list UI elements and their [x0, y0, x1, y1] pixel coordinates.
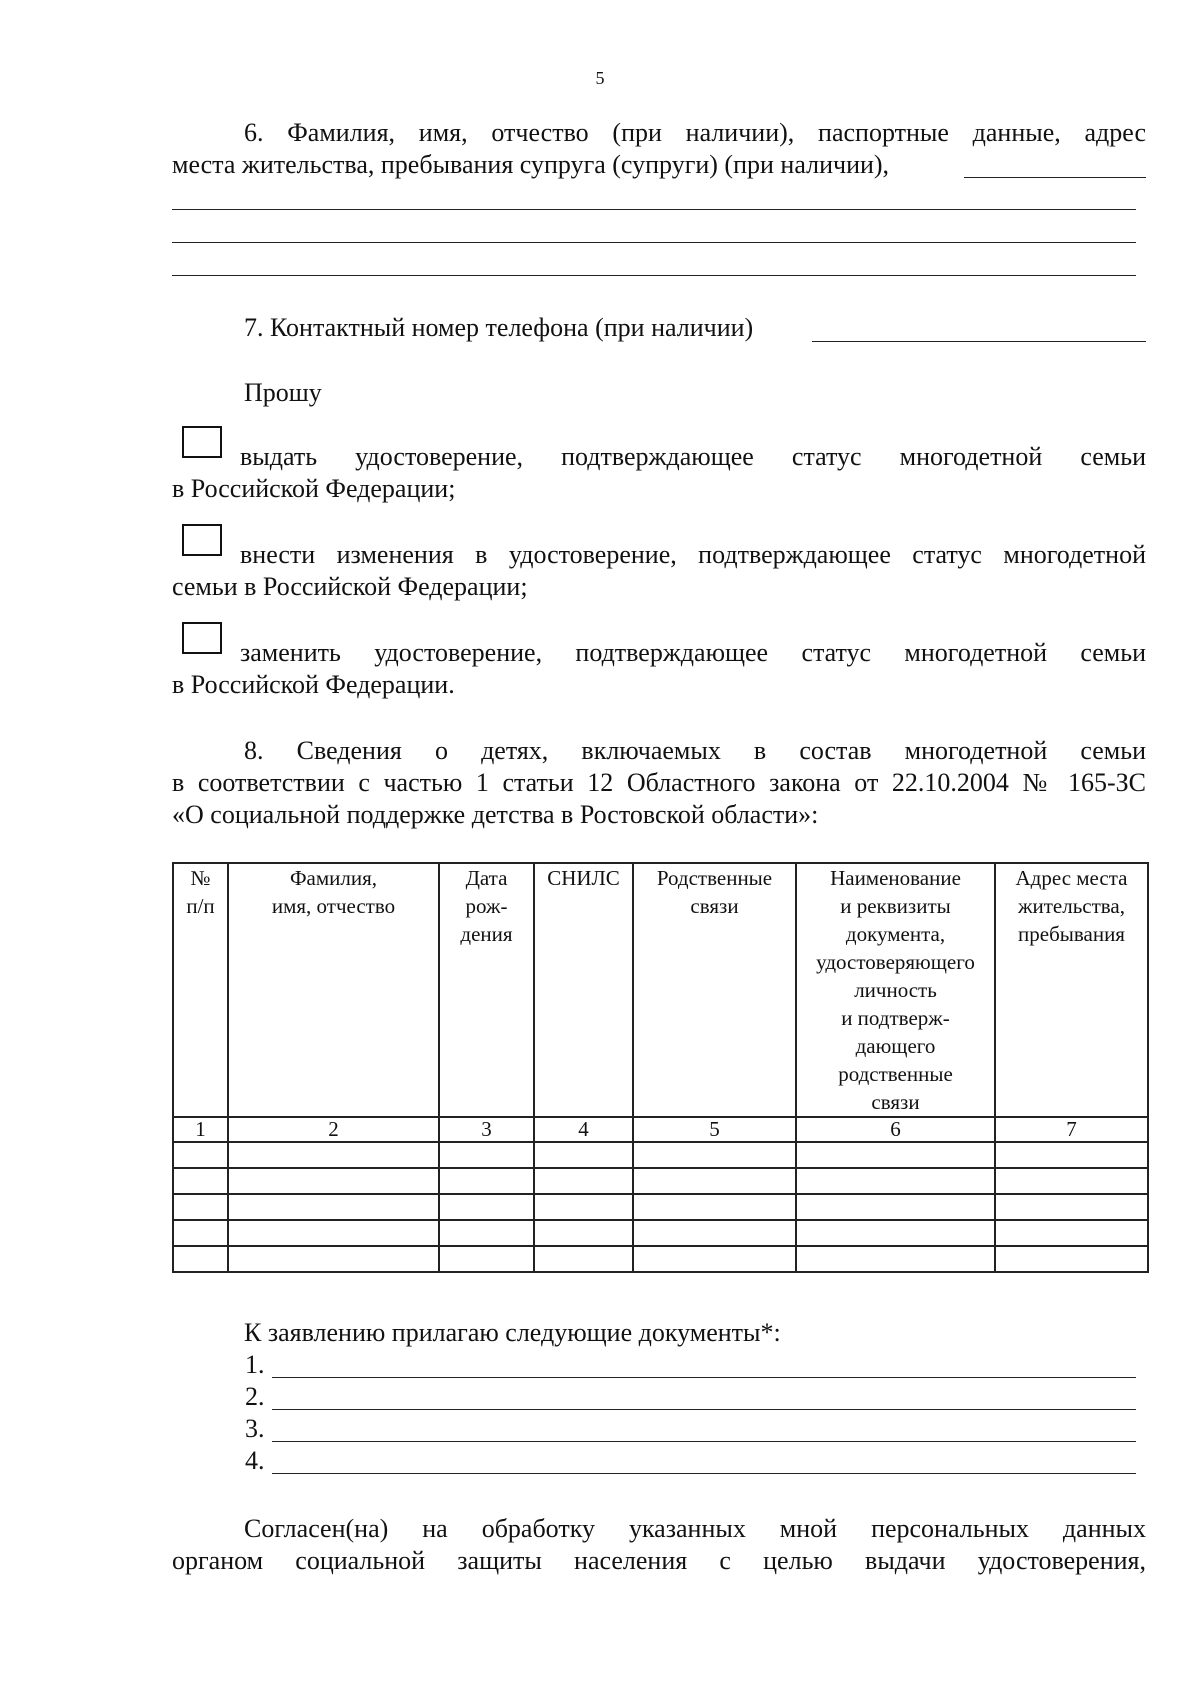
table-cell[interactable]: [534, 1142, 633, 1168]
table-cell[interactable]: [995, 1220, 1148, 1246]
header-relationship: Родственные связи: [633, 863, 796, 1117]
consent-line1: Согласен(на) на обработку указанных мной персональных данных: [244, 1514, 1146, 1543]
table-cell[interactable]: [995, 1168, 1148, 1194]
table-cell[interactable]: [534, 1194, 633, 1220]
column-number: 5: [633, 1117, 796, 1142]
table-cell[interactable]: [796, 1246, 995, 1272]
table-cell[interactable]: [633, 1246, 796, 1272]
attachment-fill-line-4[interactable]: [272, 1473, 1136, 1474]
item6-line2: места жительства, пребывания супруга (супруги) (при наличии),: [172, 150, 890, 179]
item8-line3: «О социальной поддержке детства в Ростовской области»:: [172, 800, 819, 829]
table-row: [173, 1194, 1148, 1220]
table-cell[interactable]: [173, 1220, 228, 1246]
table-column-numbers-row: [173, 1117, 1148, 1142]
item6-fill-line-2[interactable]: [172, 242, 1136, 243]
column-number: 2: [228, 1117, 439, 1142]
header-birth-date: Дата рож- дения: [439, 863, 534, 1117]
table-cell[interactable]: [796, 1168, 995, 1194]
table-row: [173, 1142, 1148, 1168]
column-number: 7: [995, 1117, 1148, 1142]
item6-fill-line-inline[interactable]: [964, 177, 1146, 178]
table-row: [173, 1168, 1148, 1194]
page-number: 5: [595, 68, 605, 88]
table-cell[interactable]: [796, 1194, 995, 1220]
consent-line2: органом социальной защиты населения с целью выдачи удостоверения,: [172, 1546, 1146, 1575]
table-cell[interactable]: [633, 1142, 796, 1168]
attachment-fill-line-3[interactable]: [272, 1441, 1136, 1442]
column-number: 4: [534, 1117, 633, 1142]
column-number: 6: [796, 1117, 995, 1142]
option-replace-checkbox[interactable]: [182, 622, 222, 654]
table-cell[interactable]: [439, 1246, 534, 1272]
table-cell[interactable]: [796, 1220, 995, 1246]
table-cell[interactable]: [995, 1246, 1148, 1272]
table-cell[interactable]: [173, 1246, 228, 1272]
table-cell[interactable]: [173, 1142, 228, 1168]
column-number: 1: [173, 1117, 228, 1142]
table-cell[interactable]: [228, 1194, 439, 1220]
table-cell[interactable]: [228, 1168, 439, 1194]
header-number: № п/п: [173, 863, 228, 1117]
option-issue-checkbox[interactable]: [182, 426, 222, 458]
table-cell[interactable]: [633, 1194, 796, 1220]
table-cell[interactable]: [633, 1168, 796, 1194]
table-cell[interactable]: [173, 1194, 228, 1220]
header-address: Адрес места жительства, пребывания: [995, 863, 1148, 1117]
table-cell[interactable]: [228, 1142, 439, 1168]
request-heading: Прошу: [244, 378, 322, 407]
table-cell[interactable]: [439, 1168, 534, 1194]
attachment-number: 3.: [245, 1414, 265, 1443]
attachments-heading: К заявлению прилагаю следующие документы*:: [244, 1318, 781, 1347]
table-cell[interactable]: [439, 1194, 534, 1220]
table-header-row: [173, 863, 1148, 1117]
item8-line2: в соответствии с частью 1 статьи 12 Областного закона от 22.10.2004 № 165-ЗС: [172, 768, 1146, 797]
column-number: 3: [439, 1117, 534, 1142]
table-cell[interactable]: [995, 1194, 1148, 1220]
table-cell[interactable]: [796, 1142, 995, 1168]
table-cell[interactable]: [534, 1246, 633, 1272]
table-cell[interactable]: [439, 1220, 534, 1246]
item8-line1: 8. Сведения о детях, включаемых в состав многодетной семьи: [244, 736, 1146, 765]
table-cell[interactable]: [228, 1246, 439, 1272]
item7-label: 7. Контактный номер телефона (при наличии): [244, 313, 754, 342]
header-snils: СНИЛС: [534, 863, 633, 1117]
option-change-checkbox[interactable]: [182, 524, 222, 556]
table-cell[interactable]: [534, 1220, 633, 1246]
option-change-line2: семьи в Российской Федерации;: [172, 572, 528, 601]
attachment-fill-line-2[interactable]: [272, 1409, 1136, 1410]
option-issue-line1: выдать удостоверение, подтверждающее статус многодетной семьи: [240, 442, 1146, 471]
table-row: [173, 1220, 1148, 1246]
children-table: [172, 862, 1149, 1273]
table-cell[interactable]: [633, 1220, 796, 1246]
item6-line1: 6. Фамилия, имя, отчество (при наличии), паспортные данные, адрес: [244, 118, 1146, 147]
table-cell[interactable]: [173, 1168, 228, 1194]
table-cell[interactable]: [534, 1168, 633, 1194]
option-replace-line2: в Российской Федерации.: [172, 670, 455, 699]
option-issue-line2: в Российской Федерации;: [172, 474, 456, 503]
table-cell[interactable]: [228, 1220, 439, 1246]
option-change-line1: внести изменения в удостоверение, подтверждающее статус многодетной: [240, 540, 1146, 569]
option-replace-line1: заменить удостоверение, подтверждающее статус многодетной семьи: [240, 638, 1146, 667]
table-cell[interactable]: [439, 1142, 534, 1168]
attachment-number: 2.: [245, 1382, 265, 1411]
item6-fill-line-3[interactable]: [172, 275, 1136, 276]
header-identity-document: Наименование и реквизиты документа, удостоверяющего личность и подтверж- дающего родственные связи: [796, 863, 995, 1117]
attachment-fill-line-1[interactable]: [272, 1377, 1136, 1378]
item6-fill-line-1[interactable]: [172, 209, 1136, 210]
attachment-number: 4.: [245, 1446, 265, 1475]
header-full-name: Фамилия, имя, отчество: [228, 863, 439, 1117]
table-cell[interactable]: [995, 1142, 1148, 1168]
phone-fill-line[interactable]: [812, 341, 1146, 342]
table-row: [173, 1246, 1148, 1272]
attachment-number: 1.: [245, 1350, 265, 1379]
